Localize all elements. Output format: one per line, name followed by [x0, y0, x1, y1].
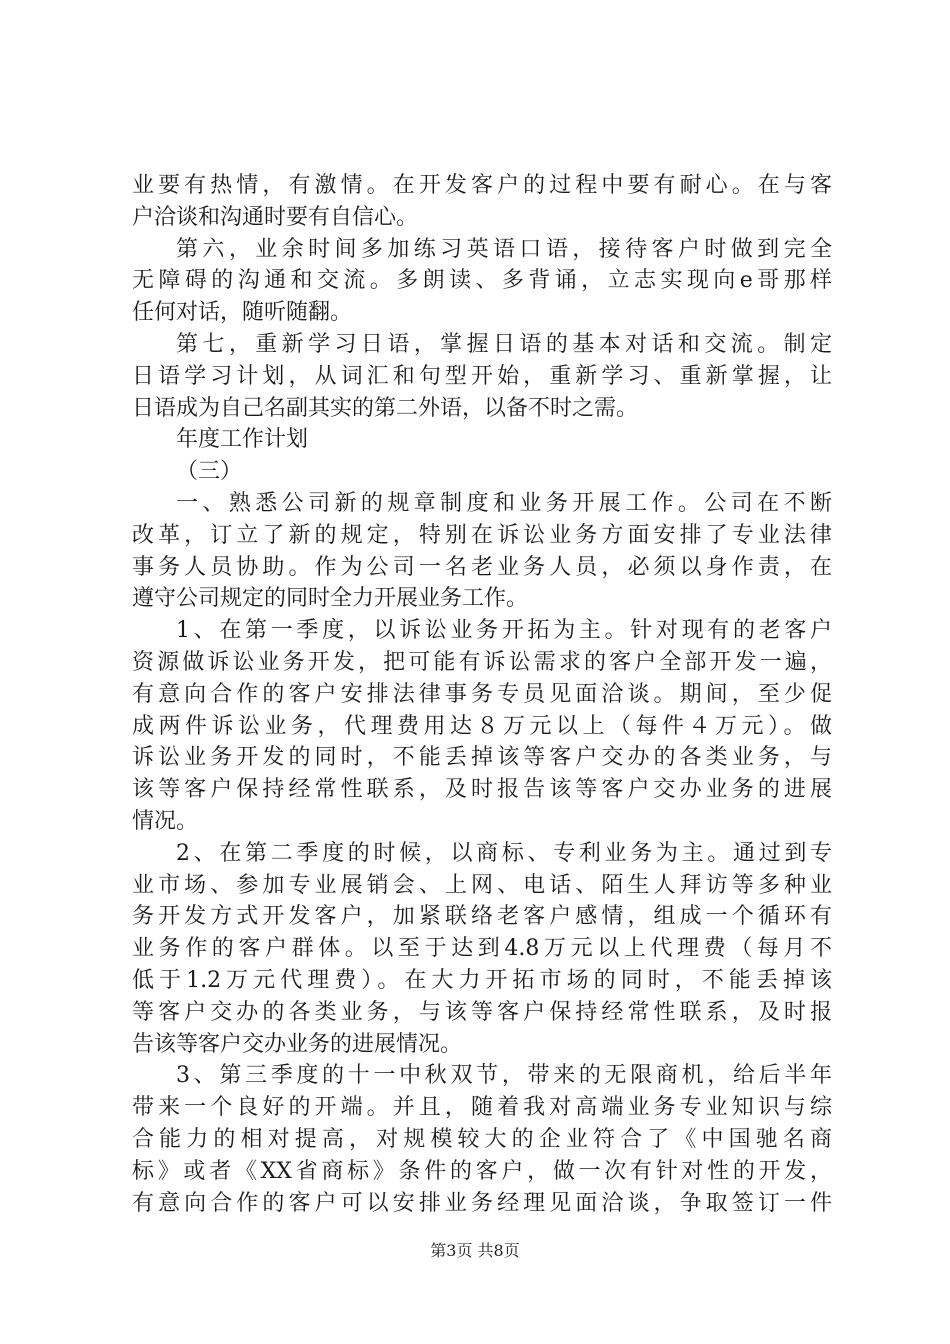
- text-line: （三）: [176, 459, 243, 485]
- text-line: 第七，重新学习日语，掌握日语的基本对话和交流。制定: [176, 331, 832, 357]
- text-line: 合能力的相对提高，对规模较大的企业符合了《中国驰名商: [132, 1126, 832, 1152]
- document-body: [132, 170, 832, 1219]
- text-line: 遵守公司规定的同时全力开展业务工作。: [132, 586, 529, 612]
- text-line: 年度工作计划: [176, 427, 309, 453]
- text-line: 资源做诉讼业务开发，把可能有诉讼需求的客户全部开发一遍，: [132, 649, 832, 675]
- text-line: 事务人员协助。作为公司一名老业务人员，必须以身作责，在: [132, 554, 832, 580]
- text-line: 2、在第二季度的时候，以商标、专利业务为主。通过到专: [176, 840, 832, 866]
- text-line: 一、熟悉公司新的规章制度和业务开展工作。公司在不断: [176, 490, 832, 516]
- text-line: 诉讼业务开发的同时，不能丢掉该等客户交办的各类业务，与: [132, 745, 832, 771]
- text-line: 无障碍的沟通和交流。多朗读、多背诵，立志实现向e哥那样: [132, 268, 832, 294]
- text-line: 低于1.2万元代理费）。在大力开拓市场的同时，不能丢掉该: [132, 967, 832, 993]
- text-line: 带来一个良好的开端。并且，随着我对高端业务专业知识与综: [132, 1095, 832, 1121]
- text-line: 第六，业余时间多加练习英语口语，接待客户时做到完全: [176, 236, 832, 262]
- text-line: 务开发方式开发客户，加紧联络老客户感情，组成一个循环有: [132, 904, 832, 930]
- text-line: 日语学习计划，从词汇和句型开始，重新学习、重新掌握，让: [132, 363, 832, 389]
- text-line: 有意向合作的客户可以安排业务经理见面洽谈，争取签订一件: [132, 1190, 832, 1216]
- text-line: 有意向合作的客户安排法律事务专员见面洽谈。期间，至少促: [132, 681, 832, 707]
- text-line: 成两件诉讼业务，代理费用达８万元以上（每件４万元）。做: [132, 713, 832, 739]
- text-line: 标》或者《XX省商标》条件的客户，做一次有针对性的开发，: [132, 1158, 832, 1184]
- page-footer: 第3页 共8页: [430, 1241, 520, 1260]
- text-line: 任何对话，随听随翻。: [132, 300, 353, 326]
- text-line: 改革，订立了新的规定，特别在诉讼业务方面安排了专业法律: [132, 522, 832, 548]
- text-line: 业市场、参加专业展销会、上网、电话、陌生人拜访等多种业: [132, 872, 832, 898]
- text-line: 户洽谈和沟通时要有自信心。: [132, 204, 419, 230]
- text-line: 1、在第一季度，以诉讼业务开拓为主。针对现有的老客户: [176, 618, 832, 644]
- text-line: 该等客户保持经常性联系，及时报告该等客户交办业务的进展: [132, 777, 832, 803]
- text-line: 业要有热情，有激情。在开发客户的过程中要有耐心。在与客: [132, 173, 832, 198]
- text-line: 日语成为自己名副其实的第二外语，以备不时之需。: [132, 395, 639, 421]
- text-line: 情况。: [132, 808, 199, 834]
- text-line: 3、第三季度的十一中秋双节，带来的无限商机，给后半年: [176, 1063, 832, 1089]
- text-line: 等客户交办的各类业务，与该等客户保持经常性联系，及时报: [132, 999, 832, 1025]
- text-line: 业务作的客户群体。以至于达到4.8万元以上代理费（每月不: [132, 936, 832, 962]
- text-line: 告该等客户交办业务的进展情况。: [132, 1031, 463, 1057]
